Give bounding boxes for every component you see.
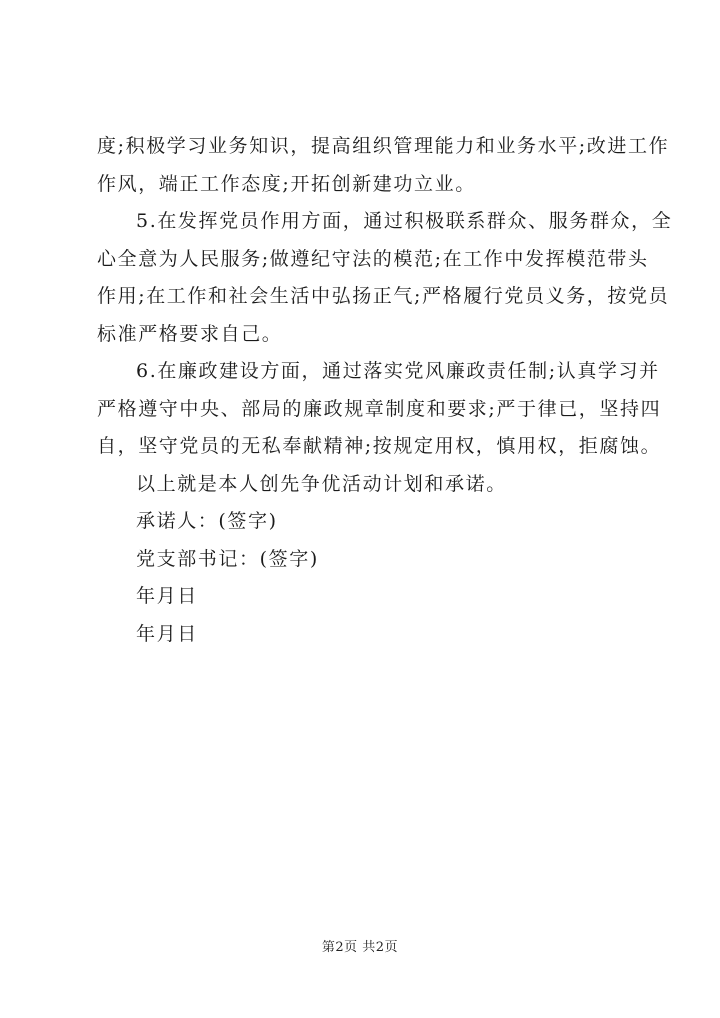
date-line-2: 年月日: [136, 622, 198, 645]
date-line-1: 年月日: [136, 585, 198, 607]
text-line-4: 心全意为人民服务;做遵纪守法的模范;在工作中发挥模范带头: [97, 247, 649, 270]
text-line-10: 以上就是本人创先争优活动计划和承诺。: [136, 472, 507, 495]
text-line-3: 5.在发挥党员作用方面，通过积极联系群众、服务群众，全: [136, 210, 673, 232]
text-line-2: 作风，端正工作态度;开拓创新建功立业。: [97, 172, 476, 195]
page-number-footer: 第2页 共2页: [321, 940, 399, 955]
signature-secretary-line: 党支部书记：(签字): [136, 547, 319, 570]
text-line-7: 6.在廉政建设方面，通过落实党风廉政责任制;认真学习并: [136, 360, 660, 382]
text-line-1: 度;积极学习业务知识，提高组织管理能力和业务水平;改进工作: [97, 135, 670, 157]
text-line-5: 作用;在工作和社会生活中弘扬正气;严格履行党员义务，按党员: [97, 285, 670, 307]
text-line-9: 自，坚守党员的无私奉献精神;按规定用权，慎用权，拒腐蚀。: [97, 435, 662, 457]
signature-promisor-line: 承诺人：(签字): [136, 510, 278, 532]
text-line-8: 严格遵守中央、部局的廉政规章制度和要求;严于律已，坚持四: [97, 397, 662, 420]
document-body: [97, 128, 673, 653]
text-line-6: 标准严格要求自己。: [97, 322, 283, 345]
